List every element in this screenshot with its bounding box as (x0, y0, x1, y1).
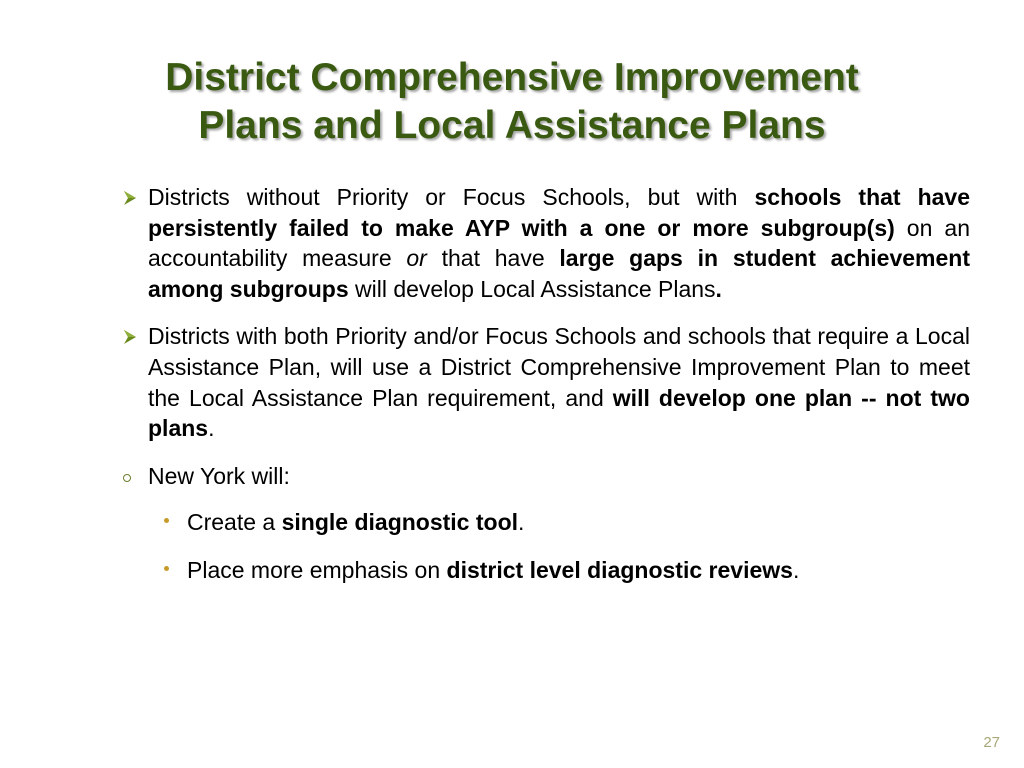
page-number: 27 (983, 734, 1000, 751)
bullet-1-text-a: Districts without Priority or Focus Schools, but with (148, 184, 755, 210)
bullet-text-2 (148, 321, 970, 443)
slide-body (118, 182, 970, 603)
circle-bullet-icon (123, 474, 131, 482)
sub-1-text-a: Create a (187, 509, 282, 536)
bullet-1-italic: or (406, 245, 427, 272)
bullet-item-3 (118, 461, 970, 492)
bullet-item-2 (118, 321, 970, 443)
bullet-1-bold-c: . (715, 275, 722, 302)
bullet-1-text-b: on an accountability measure (148, 214, 970, 272)
slide-title (60, 54, 964, 150)
bullet-1-bold-b: large gaps in student achievement among subgroups (148, 245, 970, 302)
sub-bullet-item-1 (118, 507, 970, 538)
bullet-2-text-b: . (208, 415, 215, 442)
bullet-1-text-d: will develop Local Assistance Plans (348, 275, 716, 302)
sub-1-text-b: . (518, 509, 525, 536)
bullet-2-text-a: Districts with both Priority and/or Focus Schools and schools that require a Local Assistance Plan, will use a District Comprehensive Improvement Plan to meet the Local Assistance Plan requirement, and (148, 323, 970, 411)
bullet-2-bold-a: will develop one plan -- not two plans (148, 384, 970, 442)
sub-bullet-item-2 (118, 555, 970, 586)
sub-2-text-b: . (792, 556, 800, 583)
sub-bullet-text-2 (187, 555, 970, 586)
sub-2-bold: district level diagnostic reviews (446, 556, 793, 583)
bullet-1-bold-a: schools that have persistently failed to make AYP with a one or more subgroup(s) (148, 184, 971, 241)
arrow-bullet-icon (120, 182, 142, 212)
title-line-2: Plans and Local Assistance Plans (198, 104, 826, 147)
bullet-item-1 (118, 182, 970, 304)
sub-1-bold: single diagnostic tool (281, 509, 519, 536)
dot-bullet-icon (164, 518, 169, 523)
bullet-text-3: New York will: (148, 462, 290, 489)
title-line-1: District Comprehensive Improvement (165, 56, 859, 99)
dot-bullet-icon (164, 566, 169, 571)
arrow-bullet-icon (120, 321, 142, 351)
bullet-text-1 (148, 182, 970, 304)
sub-2-text-a: Place more emphasis on (187, 556, 447, 583)
bullet-1-text-c: that have (426, 245, 560, 272)
sub-bullet-text-1 (187, 507, 970, 538)
